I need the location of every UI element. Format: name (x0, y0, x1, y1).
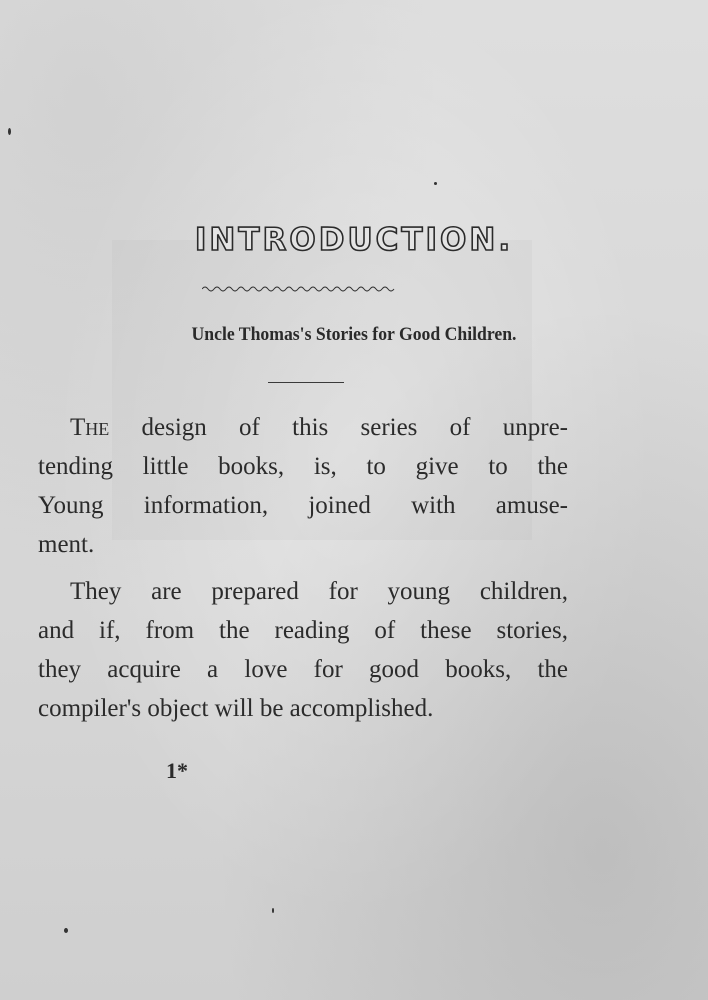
text-line (38, 408, 568, 447)
text-line: compiler's object will be accomplished. (38, 695, 434, 722)
text-line: ment. (38, 531, 95, 558)
signature-mark: 1* (166, 758, 188, 783)
introduction-body (38, 408, 568, 728)
page-heading: INTRODUCTION. (194, 222, 514, 258)
divider-rule (268, 382, 344, 383)
wavy-ornament (202, 283, 396, 295)
line-text: design of this series of unpre- (109, 414, 568, 441)
ink-speck (434, 182, 437, 185)
text-line: They are prepared for young children, (70, 578, 568, 605)
text-line: Young information, joined with amuse- (38, 492, 568, 519)
text-line: tending little books, is, to give to the (38, 453, 568, 480)
dropcap-word: The (70, 414, 110, 441)
text-line: and if, from the reading of these stories, (38, 617, 568, 644)
series-subtitle: Uncle Thomas's Stories for Good Children. (191, 324, 517, 345)
paragraph-design (38, 408, 568, 564)
ink-speck (8, 128, 11, 135)
ink-speck (272, 908, 274, 913)
paragraph-purpose (38, 572, 568, 728)
ink-speck (64, 928, 68, 933)
text-line: they acquire a love for good books, the (38, 656, 568, 683)
